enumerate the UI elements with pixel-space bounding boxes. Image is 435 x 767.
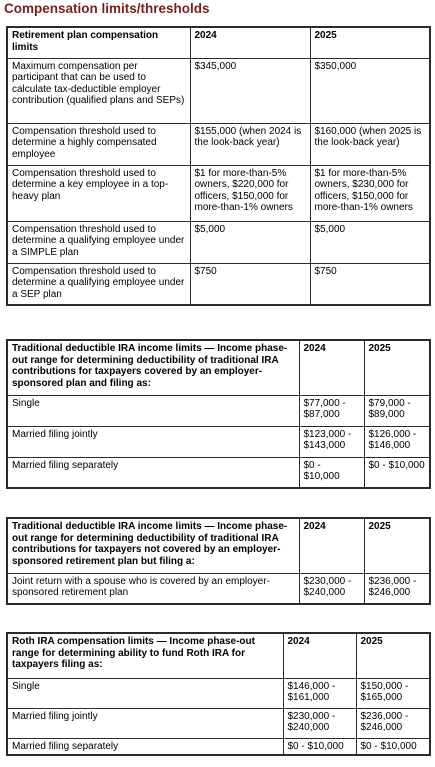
- cell-2024: $155,000 (when 2024 is the look-back year): [190, 123, 310, 165]
- column-header-description: Traditional deductible IRA income limits — Income phase-out range for determining deductibility of traditional IRA contributions for taxpayers covered by an employer-sponsored plan and filing as:: [7, 340, 299, 395]
- cell-2025: $160,000 (when 2025 is the look-back year): [310, 123, 430, 165]
- column-header-2025: 2025: [364, 518, 430, 573]
- table-row: [7, 457, 430, 488]
- cell-2024: $0 - $10,000: [283, 738, 356, 755]
- cell-2025: $350,000: [310, 58, 430, 123]
- row-label: Compensation threshold used to determine a qualifying employee under a SEP plan: [7, 263, 190, 305]
- cell-2025: $0 - $10,000: [356, 738, 430, 755]
- table-row: [7, 123, 430, 165]
- table-row: [7, 738, 430, 755]
- table-row: [7, 263, 430, 305]
- traditional-ira-covered-table: [6, 339, 431, 489]
- cell-2025: $79,000 - $89,000: [364, 395, 430, 426]
- cell-2024: $5,000: [190, 221, 310, 263]
- cell-2024: $230,000 - $240,000: [299, 573, 364, 604]
- column-header-2025: 2025: [364, 340, 430, 395]
- row-label: Compensation threshold used to determine a key employee in a top-heavy plan: [7, 165, 190, 221]
- cell-2024: $77,000 - $87,000: [299, 395, 364, 426]
- column-header-description: Retirement plan compensation limits: [7, 27, 190, 58]
- cell-2024: $750: [190, 263, 310, 305]
- row-label: Single: [7, 678, 283, 708]
- traditional-ira-not-covered-table: [6, 517, 431, 605]
- row-label: Compensation threshold used to determine a highly compensated employee: [7, 123, 190, 165]
- cell-2024: $1 for more-than-5% owners, $220,000 for officers, $150,000 for more-than-1% owners: [190, 165, 310, 221]
- table-row: [7, 573, 430, 604]
- row-label: Married filing separately: [7, 738, 283, 755]
- column-header-2024: 2024: [299, 518, 364, 573]
- cell-2025: $5,000: [310, 221, 430, 263]
- cell-2025: $236,000 - $246,000: [356, 708, 430, 738]
- cell-2025: $1 for more-than-5% owners, $230,000 for officers, $150,000 for more-than-1% owners: [310, 165, 430, 221]
- cell-2025: $750: [310, 263, 430, 305]
- table-row: [7, 426, 430, 457]
- row-label: Joint return with a spouse who is covered by an employer-sponsored retirement plan: [7, 573, 299, 604]
- cell-2025: $236,000 - $246,000: [364, 573, 430, 604]
- table-row: [7, 395, 430, 426]
- row-label: Maximum compensation per participant that can be used to calculate tax-deductible employer contribution (qualified plans and SEPs): [7, 58, 190, 123]
- table-header-row: [7, 27, 430, 58]
- table-row: [7, 678, 430, 708]
- retirement-plan-limits-table: [6, 26, 431, 306]
- column-header-2025: 2025: [310, 27, 430, 58]
- table-row: [7, 58, 430, 123]
- column-header-2024: 2024: [190, 27, 310, 58]
- cell-2024: $146,000 - $161,000: [283, 678, 356, 708]
- column-header-2024: 2024: [299, 340, 364, 395]
- table-row: [7, 165, 430, 221]
- table-row: [7, 221, 430, 263]
- column-header-description: Traditional deductible IRA income limits — Income phase-out range for determining deductibility of traditional IRA contributions for taxpayers not covered by an employer-sponsored retirement plan but filing a:: [7, 518, 299, 573]
- cell-2025: $126,000 - $146,000: [364, 426, 430, 457]
- row-label: Married filing jointly: [7, 426, 299, 457]
- cell-2024: $123,000 - $143,000: [299, 426, 364, 457]
- table-header-row: [7, 518, 430, 573]
- cell-2024: $0 - $10,000: [299, 457, 364, 488]
- table-header-row: [7, 633, 430, 678]
- table-header-row: [7, 340, 430, 395]
- page-title: Compensation limits/thresholds: [4, 1, 210, 16]
- cell-2024: $230,000 - $240,000: [283, 708, 356, 738]
- row-label: Married filing separately: [7, 457, 299, 488]
- cell-2025: $0 - $10,000: [364, 457, 430, 488]
- row-label: Married filing jointly: [7, 708, 283, 738]
- roth-ira-table: [6, 632, 431, 756]
- row-label: Compensation threshold used to determine a qualifying employee under a SIMPLE plan: [7, 221, 190, 263]
- row-label: Single: [7, 395, 299, 426]
- column-header-description: Roth IRA compensation limits — Income phase-out range for determining ability to fund Roth IRA for taxpayers filing as:: [7, 633, 283, 678]
- cell-2024: $345,000: [190, 58, 310, 123]
- column-header-2025: 2025: [356, 633, 430, 678]
- table-row: [7, 708, 430, 738]
- cell-2025: $150,000 - $165,000: [356, 678, 430, 708]
- column-header-2024: 2024: [283, 633, 356, 678]
